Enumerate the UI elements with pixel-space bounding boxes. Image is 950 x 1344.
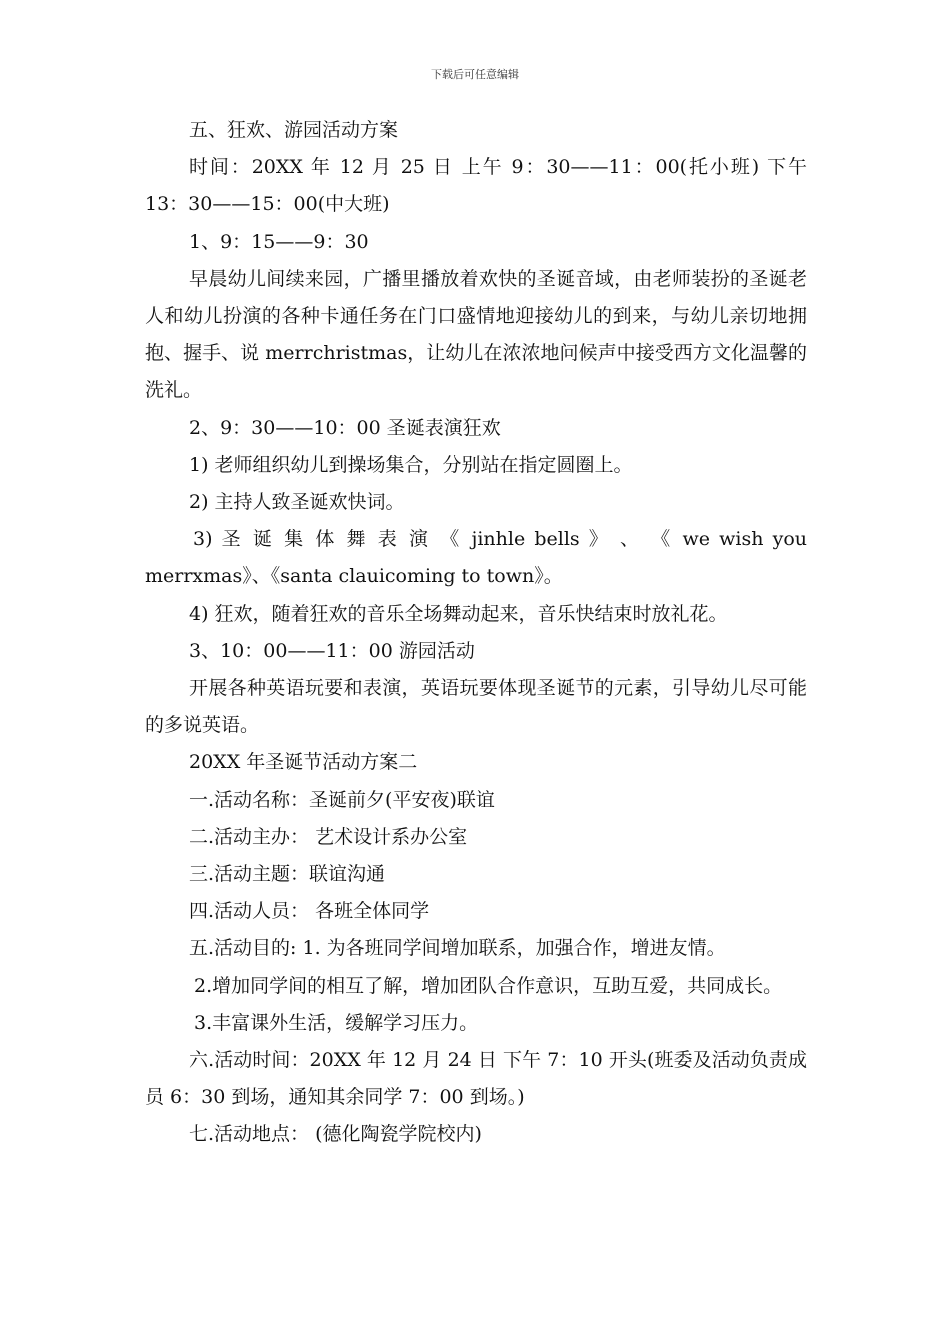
list-item: 二.活动主办： 艺术设计系办公室: [189, 825, 468, 848]
item-heading: 1、9：15——9：30: [189, 230, 369, 253]
list-item: 4) 狂欢，随着狂欢的音乐全场舞动起来，音乐快结束时放礼花。: [189, 602, 728, 625]
list-item: 四.活动人员： 各班全体同学: [189, 900, 430, 923]
section-heading: 五、狂欢、游园活动方案: [189, 119, 399, 141]
list-item: 2.增加同学间的相互了解，增加团队合作意识，互助互爱，共同成长。: [194, 974, 783, 997]
page-header: 下载后可任意编辑: [431, 68, 519, 81]
list-item: 一.活动名称：圣诞前夕(平安夜)联谊: [189, 788, 495, 811]
list-item: 七.活动地点： (德化陶瓷学院校内): [189, 1123, 482, 1146]
list-item: 1) 老师组织幼儿到操场集合，分别站在指定圆圈上。: [189, 453, 633, 476]
paragraph-time: 时间：20XX 年 12 月 25 日 上午 9：30——11：00(托小班) 下午 13：30——15：00(中大班): [145, 156, 807, 216]
document-body: [145, 112, 807, 1154]
paragraph-games: 开展各种英语玩要和表演，英语玩要体现圣诞节的元素，引导幼儿尽可能的多说英语。: [145, 677, 807, 737]
list-item: 三.活动主题：联谊沟通: [189, 863, 386, 886]
list-item: 五.活动目的: 1. 为各班同学间增加联系，加强合作，增进友情。: [189, 937, 726, 960]
paragraph-morning: 早晨幼儿间续来园，广播里播放着欢快的圣诞音域，由老师装扮的圣诞老人和幼儿扮演的各种卡通任务在门口盛情地迎接幼儿的到来，与幼儿亲切地拥抱、握手、说 merrchristmas，让幼儿在浓浓地问候声中接受西方文化温馨的洗礼。: [145, 267, 807, 402]
item-heading: 2、9：30——10：00 圣诞表演狂欢: [189, 416, 501, 439]
item-heading: 3、10：00——11：00 游园活动: [189, 639, 475, 662]
list-item: 3.丰富课外生活，缓解学习压力。: [194, 1011, 479, 1034]
list-item: 2) 主持人致圣诞欢快词。: [189, 491, 405, 514]
section-heading: 20XX 年圣诞节活动方案二: [189, 751, 418, 774]
list-item: 3) 圣 诞 集 体 舞 表 演 《 jinhle bells 》 、 《 we wish you merrxmas》、《santa clauicoming to town》。: [145, 528, 807, 588]
list-item: 六.活动时间：20XX 年 12 月 24 日 下午 7：10 开头(班委及活动负责成员 6：30 到场，通知其余同学 7：00 到场。): [145, 1049, 807, 1109]
